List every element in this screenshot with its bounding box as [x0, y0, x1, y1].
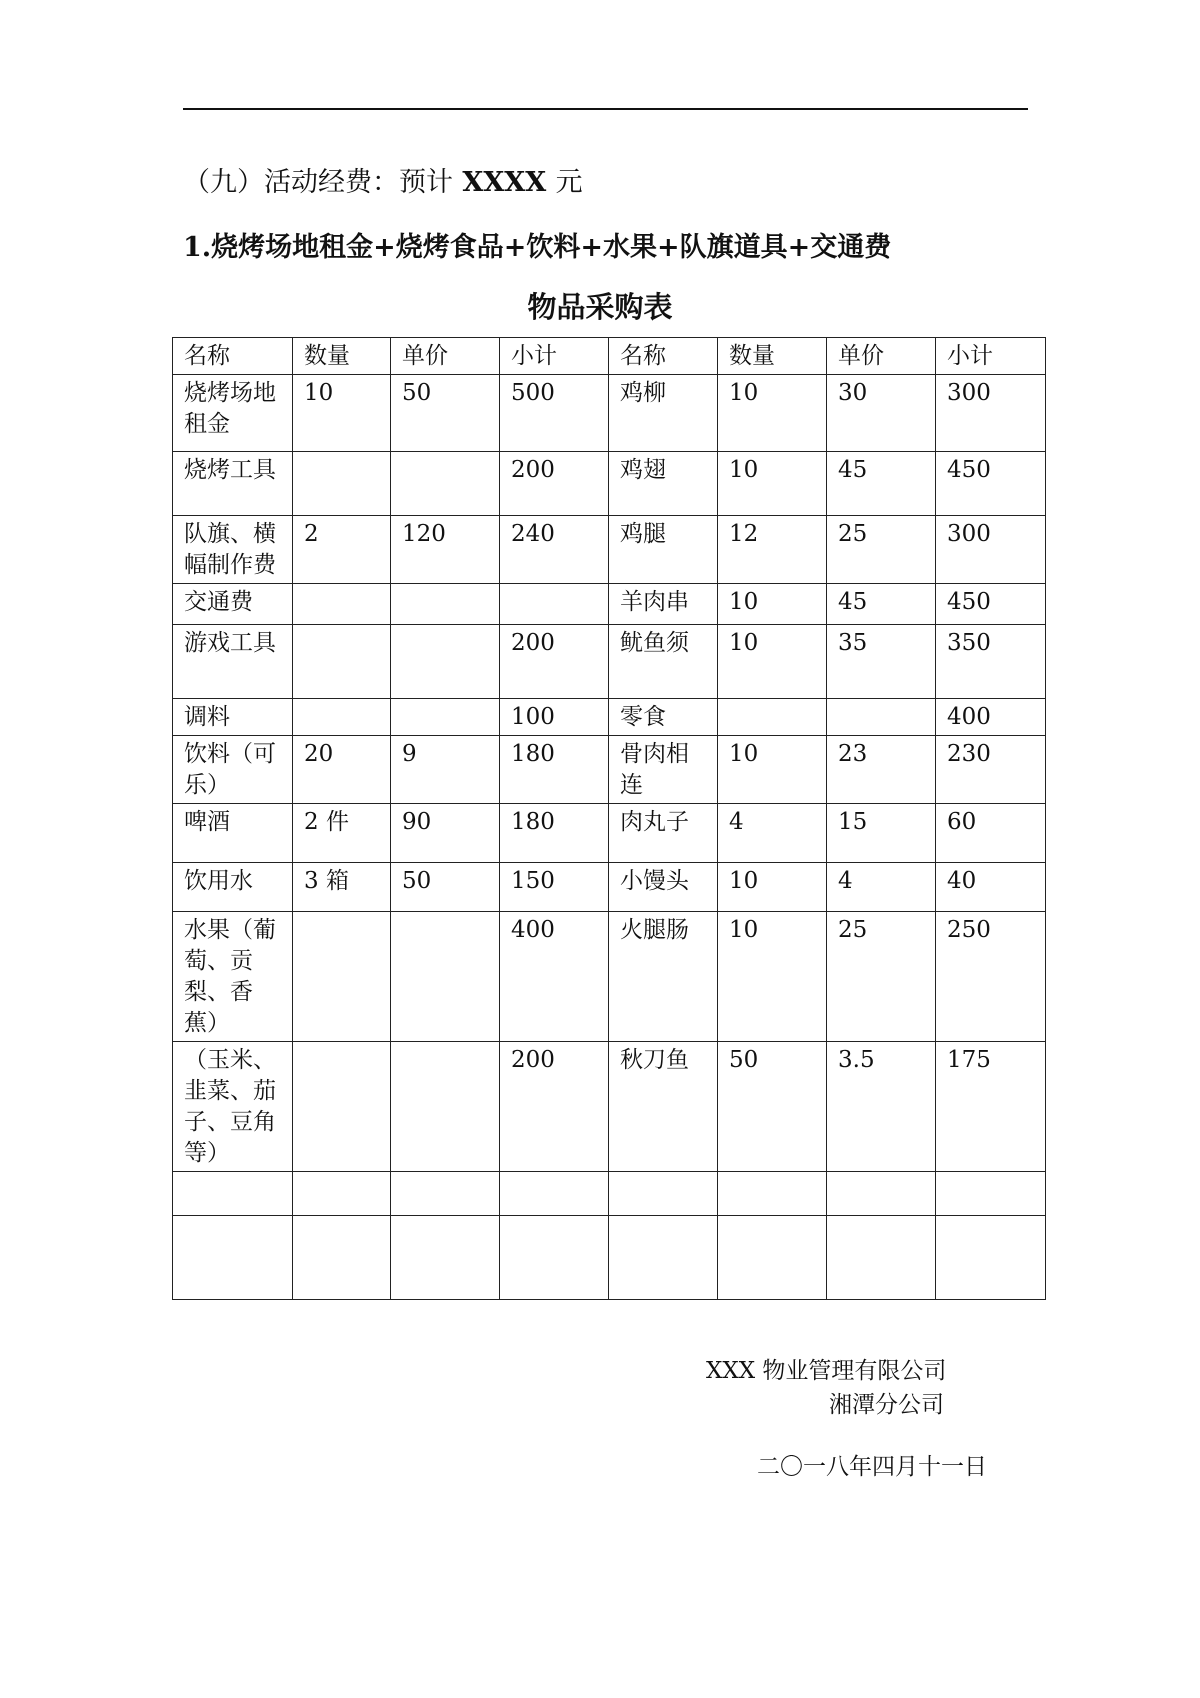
table-cell: （玉米、韭菜、茄子、豆角等）: [173, 1042, 293, 1172]
table-cell: 50: [718, 1042, 827, 1172]
table-cell: 交通费: [173, 584, 293, 625]
header-cell: 名称: [609, 338, 718, 375]
table-cell: [609, 1172, 718, 1216]
table-cell: 100: [500, 699, 609, 736]
table-cell: 10: [718, 625, 827, 699]
table-cell: 25: [827, 912, 936, 1042]
table-cell: 队旗、横幅制作费: [173, 516, 293, 584]
purchase-table: [172, 337, 1046, 1300]
table-cell: [173, 1216, 293, 1300]
table-cell: [293, 584, 391, 625]
table-cell: 饮料（可乐）: [173, 736, 293, 804]
table-cell: 2 件: [293, 804, 391, 863]
table-cell: 50: [391, 863, 500, 912]
table-row: [173, 1042, 1046, 1172]
table-cell: [391, 1172, 500, 1216]
table-cell: [293, 625, 391, 699]
table-cell: [293, 1216, 391, 1300]
table-cell: 450: [936, 584, 1046, 625]
table-cell: [173, 1172, 293, 1216]
table-cell: 200: [500, 452, 609, 516]
table-cell: [827, 699, 936, 736]
footer-date: 二〇一八年四月十一日: [757, 1454, 987, 1480]
table-cell: 羊肉串: [609, 584, 718, 625]
table-cell: 300: [936, 516, 1046, 584]
header-rule: [183, 108, 1028, 110]
table-cell: 45: [827, 452, 936, 516]
table-cell: 250: [936, 912, 1046, 1042]
table-row: [173, 804, 1046, 863]
table-cell: [718, 1172, 827, 1216]
table-cell: 20: [293, 736, 391, 804]
table-cell: 180: [500, 736, 609, 804]
table-body: [173, 338, 1046, 1300]
table-cell: [500, 1216, 609, 1300]
table-cell: 烧烤工具: [173, 452, 293, 516]
table-cell: 游戏工具: [173, 625, 293, 699]
table-row: [173, 625, 1046, 699]
table-cell: 鱿鱼须: [609, 625, 718, 699]
table-cell: [293, 1172, 391, 1216]
table-cell: 鸡翅: [609, 452, 718, 516]
footer-branch: 湘潭分公司: [829, 1392, 944, 1418]
header-cell: 数量: [293, 338, 391, 375]
header-cell: 单价: [391, 338, 500, 375]
table-cell: 4: [827, 863, 936, 912]
table-cell: 饮用水: [173, 863, 293, 912]
table-cell: 3.5: [827, 1042, 936, 1172]
table-cell: 10: [718, 375, 827, 452]
table-cell: [293, 1042, 391, 1172]
table-cell: 10: [718, 863, 827, 912]
table-cell: [391, 1216, 500, 1300]
table-cell: 骨肉相连: [609, 736, 718, 804]
table-cell: [718, 1216, 827, 1300]
table-cell: 30: [827, 375, 936, 452]
table-cell: [827, 1216, 936, 1300]
table-cell: [293, 912, 391, 1042]
table-row: [173, 863, 1046, 912]
table-cell: 90: [391, 804, 500, 863]
table-cell: 200: [500, 625, 609, 699]
table-row: [173, 375, 1046, 452]
table-cell: [609, 1216, 718, 1300]
table-cell: [500, 1172, 609, 1216]
table-cell: 鸡柳: [609, 375, 718, 452]
table-title: 物品采购表: [527, 290, 673, 324]
table-cell: 200: [500, 1042, 609, 1172]
header-cell: 名称: [173, 338, 293, 375]
table-cell: [391, 1042, 500, 1172]
table-cell: 调料: [173, 699, 293, 736]
table-cell: 300: [936, 375, 1046, 452]
table-cell: 25: [827, 516, 936, 584]
table-cell: [293, 699, 391, 736]
table-cell: 15: [827, 804, 936, 863]
table-cell: [391, 625, 500, 699]
table-header-row: [173, 338, 1046, 375]
table-cell: 10: [718, 736, 827, 804]
funding-heading-amount: XXXX: [453, 167, 556, 198]
table-cell: 45: [827, 584, 936, 625]
table-cell: 150: [500, 863, 609, 912]
table-cell: 10: [718, 584, 827, 625]
table-cell: 烧烤场地租金: [173, 375, 293, 452]
table-cell: 零食: [609, 699, 718, 736]
table-cell: 175: [936, 1042, 1046, 1172]
table-cell: [391, 912, 500, 1042]
table-cell: 10: [718, 912, 827, 1042]
table-row: [173, 699, 1046, 736]
table-row: [173, 736, 1046, 804]
table-row: [173, 452, 1046, 516]
table-cell: 50: [391, 375, 500, 452]
table-cell: 水果（葡萄、贡梨、香蕉）: [173, 912, 293, 1042]
funding-heading: [183, 160, 583, 199]
table-row: [173, 912, 1046, 1042]
table-cell: 3 箱: [293, 863, 391, 912]
table-cell: [827, 1172, 936, 1216]
table-cell: [936, 1172, 1046, 1216]
table-cell: 火腿肠: [609, 912, 718, 1042]
funding-heading-suffix: 元: [555, 167, 583, 198]
table-cell: 23: [827, 736, 936, 804]
table-cell: 鸡腿: [609, 516, 718, 584]
header-cell: 单价: [827, 338, 936, 375]
table-cell: [500, 584, 609, 625]
table-cell: [391, 452, 500, 516]
table-cell: 秋刀鱼: [609, 1042, 718, 1172]
table-cell: [391, 584, 500, 625]
table-cell: 400: [500, 912, 609, 1042]
table-cell: [391, 699, 500, 736]
table-row: [173, 1172, 1046, 1216]
header-cell: 小计: [500, 338, 609, 375]
table-cell: 400: [936, 699, 1046, 736]
table-cell: 120: [391, 516, 500, 584]
table-row: [173, 1216, 1046, 1300]
table-cell: 240: [500, 516, 609, 584]
funding-heading-prefix: （九）活动经费：预计: [183, 167, 453, 198]
footer-company: XXX 物业管理有限公司: [706, 1358, 947, 1384]
table-cell: 10: [718, 452, 827, 516]
header-cell: 数量: [718, 338, 827, 375]
table-cell: 2: [293, 516, 391, 584]
table-cell: [293, 452, 391, 516]
table-cell: 450: [936, 452, 1046, 516]
table-cell: 230: [936, 736, 1046, 804]
table-cell: 60: [936, 804, 1046, 863]
table-cell: [936, 1216, 1046, 1300]
table-cell: 9: [391, 736, 500, 804]
table-cell: 180: [500, 804, 609, 863]
header-cell: 小计: [936, 338, 1046, 375]
table-cell: 12: [718, 516, 827, 584]
table-cell: 肉丸子: [609, 804, 718, 863]
table-cell: 500: [500, 375, 609, 452]
table-row: [173, 584, 1046, 625]
table-cell: [718, 699, 827, 736]
table-cell: 350: [936, 625, 1046, 699]
table-row: [173, 516, 1046, 584]
table-cell: 小馒头: [609, 863, 718, 912]
table-cell: 啤酒: [173, 804, 293, 863]
items-heading: 1.烧烤场地租金+烧烤食品+饮料+水果+队旗道具+交通费: [183, 232, 892, 263]
table-cell: 40: [936, 863, 1046, 912]
table-cell: 4: [718, 804, 827, 863]
table-cell: 35: [827, 625, 936, 699]
table-cell: 10: [293, 375, 391, 452]
